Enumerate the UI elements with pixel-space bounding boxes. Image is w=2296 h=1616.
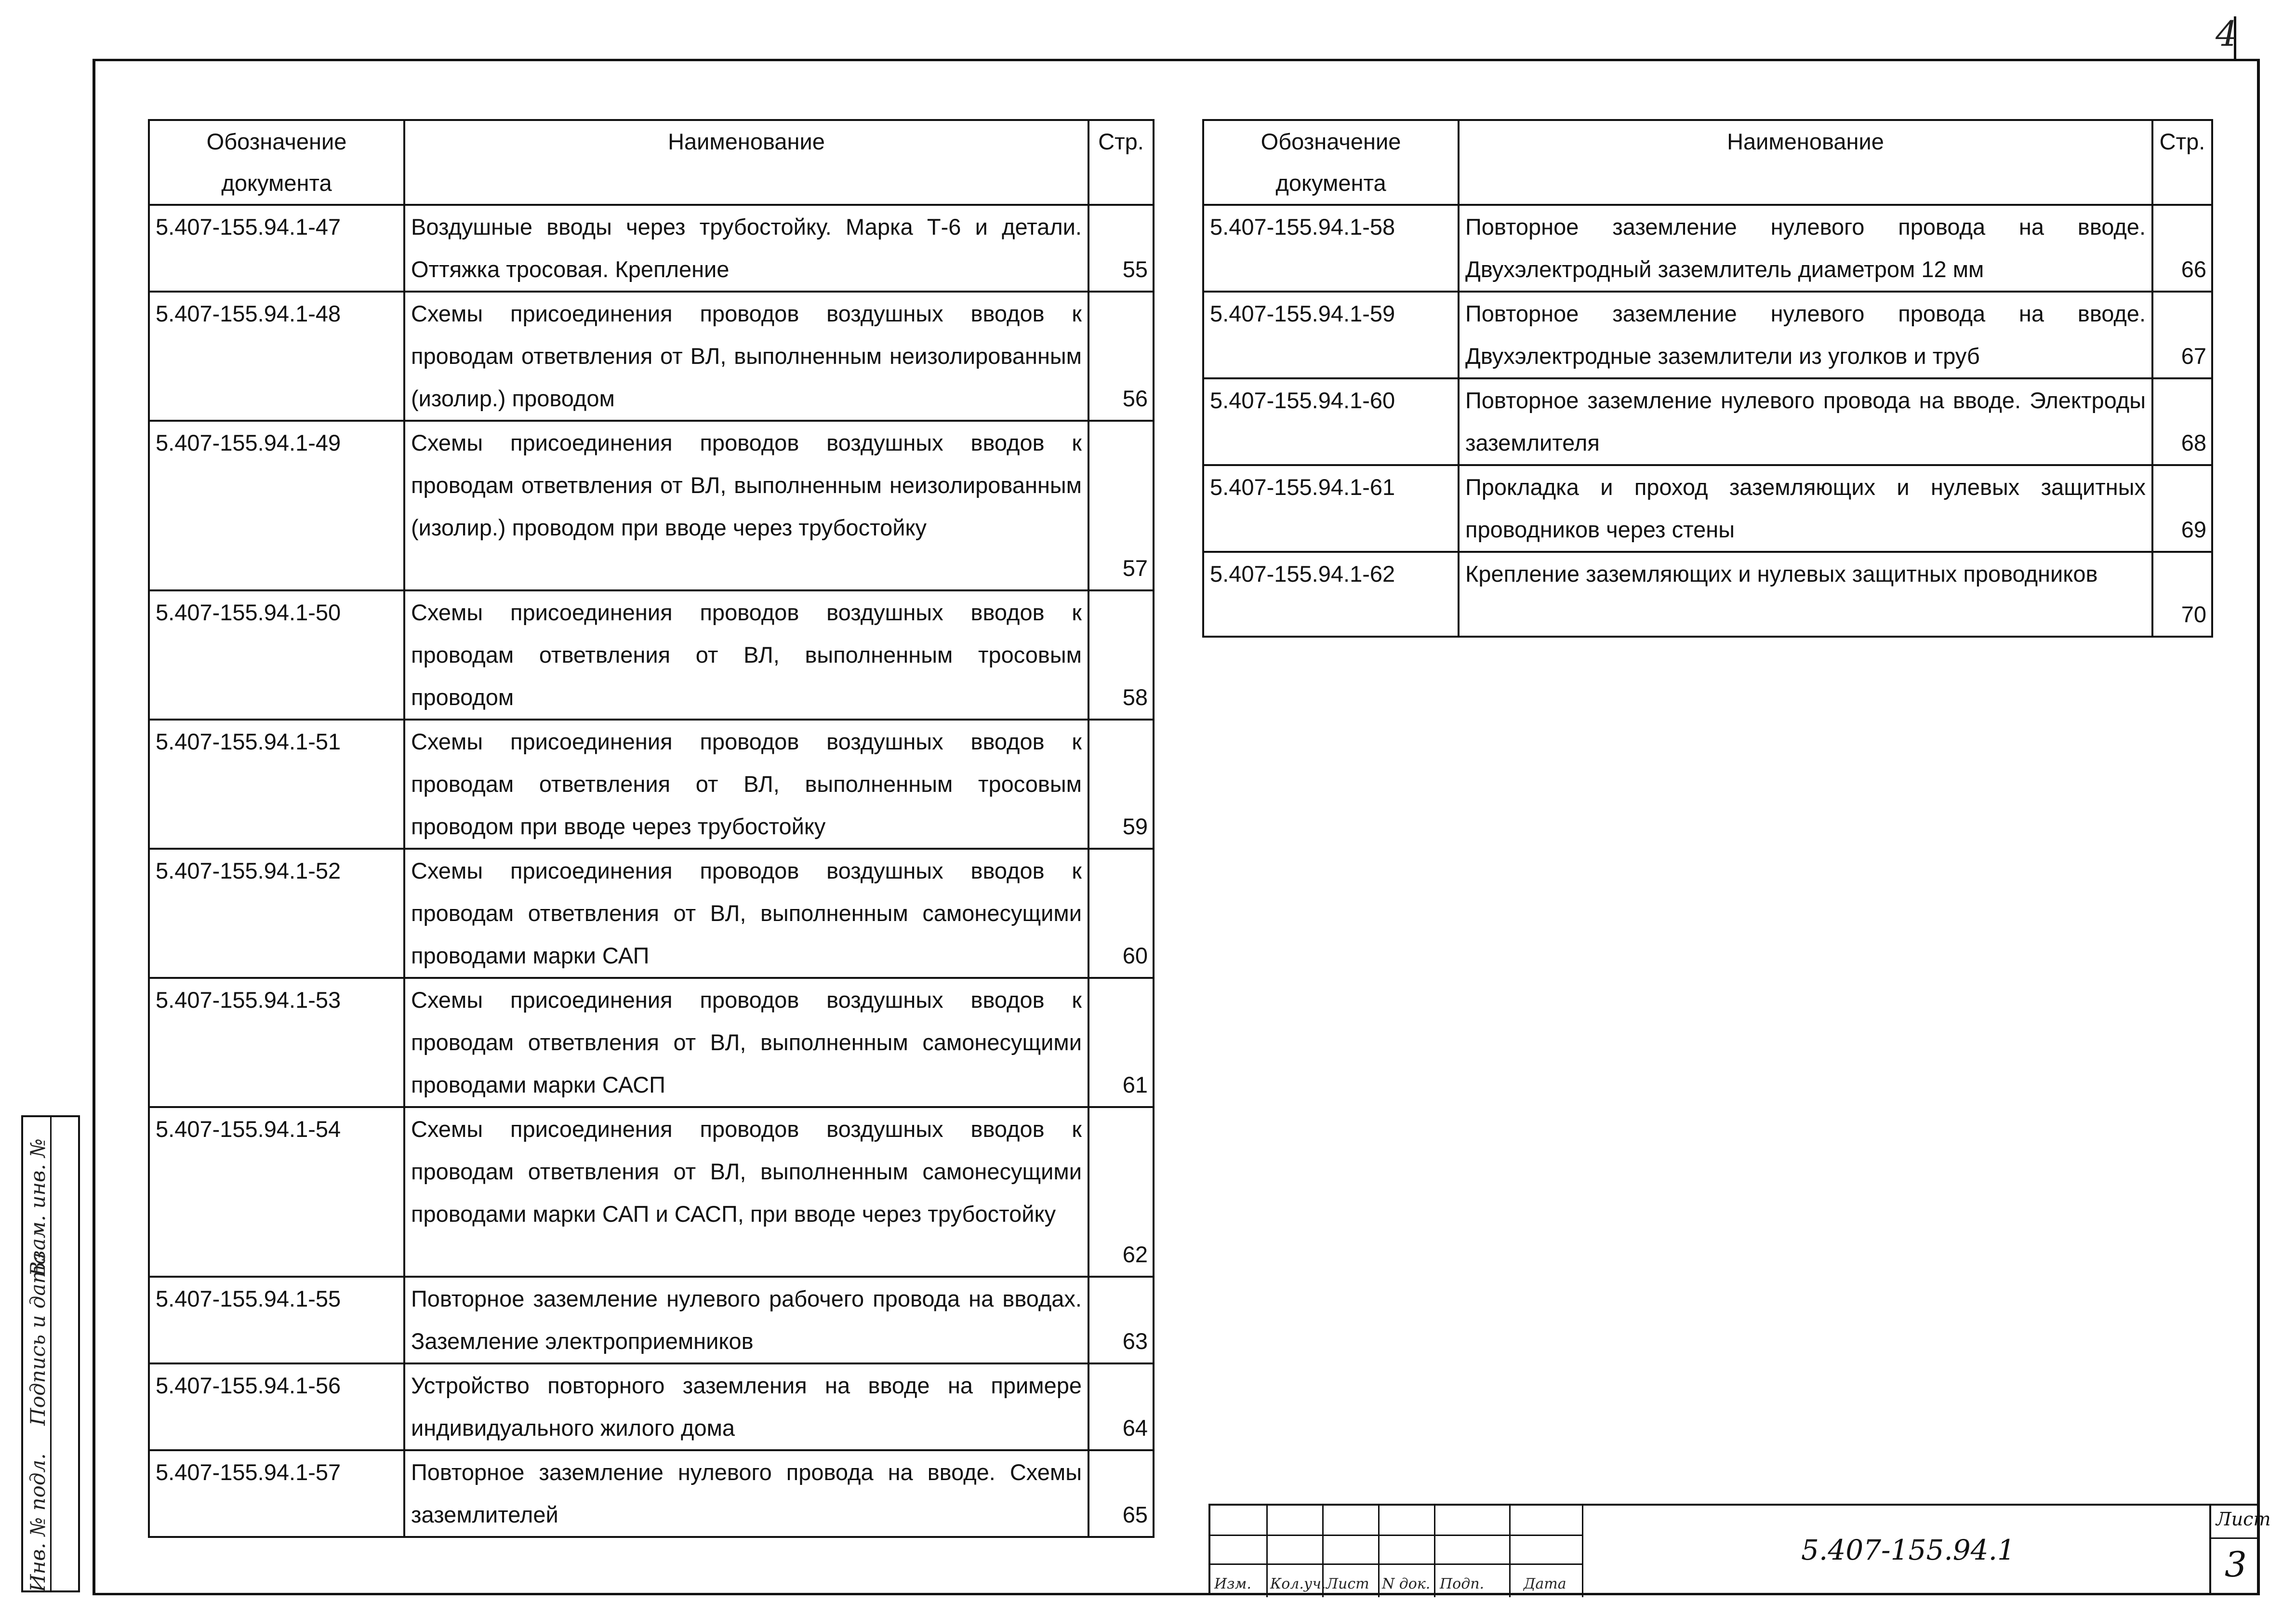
row-code: 5.407-155.94.1-52 [149,849,404,978]
row-code: 5.407-155.94.1-51 [149,720,404,849]
row-page: 68 [2152,378,2212,465]
row-code: 5.407-155.94.1-60 [1203,378,1459,465]
header-code: Обозначение документа [1203,120,1459,205]
row-code: 5.407-155.94.1-53 [149,978,404,1107]
row-page: 58 [1088,590,1154,720]
corner-page-mark: 4 [2216,13,2238,54]
table-row [149,849,1154,978]
table-row [149,1107,1154,1277]
row-name: Схемы присоединения проводов воздушных вводов к проводам ответвления от ВЛ, выполненным самонесущими проводами марки САСП [404,978,1088,1107]
contents-table-right [1202,119,2213,638]
row-code: 5.407-155.94.1-47 [149,205,404,292]
table-row [149,1450,1154,1537]
row-name: Повторное заземление нулевого рабочего провода на вводах. Заземление электроприемников [404,1277,1088,1363]
title-block [1208,1504,2271,1595]
row-name: Крепление заземляющих и нулевых защитных проводников [1459,552,2152,637]
row-name: Схемы присоединения проводов воздушных вводов к проводам ответвления от ВЛ, выполненным тросовым проводом [404,590,1088,720]
row-name: Повторное заземление нулевого провода на вводе. Двухэлектродные заземлители из уголков и труб [1459,292,2152,378]
header-page: Стр. [2152,120,2212,205]
row-page: 62 [1088,1107,1154,1277]
row-page: 65 [1088,1450,1154,1537]
row-name: Воздушные вводы через трубостойку. Марка Т-6 и детали. Оттяжка тросовая. Крепление [404,205,1088,292]
table-row [149,292,1154,421]
tb-header: Подп. [1440,1576,1485,1592]
header-name: Наименование [1459,120,2152,205]
row-page: 61 [1088,978,1154,1107]
contents-table-left [148,119,1155,1538]
row-name: Прокладка и проход заземляющих и нулевых защитных проводников через стены [1459,465,2152,552]
row-code: 5.407-155.94.1-55 [149,1277,404,1363]
row-code: 5.407-155.94.1-56 [149,1363,404,1450]
sheet-label: Лист [2216,1509,2271,1530]
row-page: 57 [1088,421,1154,590]
row-code: 5.407-155.94.1-48 [149,292,404,421]
header-code: Обозначение документа [149,120,404,205]
table-row [149,720,1154,849]
table-row [149,1277,1154,1363]
table-row [1203,205,2212,292]
tb-header: Дата [1524,1576,1566,1592]
row-code: 5.407-155.94.1-62 [1203,552,1459,637]
row-page: 60 [1088,849,1154,978]
row-name: Повторное заземление нулевого провода на вводе. Электроды заземлителя [1459,378,2152,465]
sheet-box [2209,1504,2271,1595]
table-row [149,590,1154,720]
tb-header: Кол.уч. [1270,1576,1326,1592]
header-page: Стр. [1088,120,1154,205]
tb-header: Лист [1326,1576,1369,1592]
table-row [1203,292,2212,378]
row-code: 5.407-155.94.1-50 [149,590,404,720]
table-row [1203,465,2212,552]
row-name: Схемы присоединения проводов воздушных вводов к проводам ответвления от ВЛ, выполненным неизолированным (изолир.) проводом [404,292,1088,421]
row-code: 5.407-155.94.1-61 [1203,465,1459,552]
stamp-label: Взам. инв. № [26,1138,50,1276]
row-name: Устройство повторного заземления на вводе на примере индивидуального жилого дома [404,1363,1088,1450]
row-name: Схемы присоединения проводов воздушных вводов к проводам ответвления от ВЛ, выполненным самонесущими проводами марки САП и САСП, при вводе через трубостойку [404,1107,1088,1277]
document-designation: 5.407-155.94.1 [1801,1534,2015,1566]
stamp-label: Инв. № подл. [26,1453,50,1592]
row-page: 70 [2152,552,2212,637]
row-code: 5.407-155.94.1-58 [1203,205,1459,292]
row-page: 67 [2152,292,2212,378]
row-name: Повторное заземление нулевого провода на вводе. Двухэлектродный заземлитель диаметром 12 мм [1459,205,2152,292]
row-page: 63 [1088,1277,1154,1363]
row-page: 55 [1088,205,1154,292]
row-code: 5.407-155.94.1-57 [149,1450,404,1537]
row-code: 5.407-155.94.1-49 [149,421,404,590]
title-block-grid [1208,1504,1581,1595]
table-row [1203,552,2212,637]
row-page: 64 [1088,1363,1154,1450]
header-name: Наименование [404,120,1088,205]
row-page: 66 [2152,205,2212,292]
row-code: 5.407-155.94.1-54 [149,1107,404,1277]
row-page: 56 [1088,292,1154,421]
table-row [149,421,1154,590]
row-name: Схемы присоединения проводов воздушных вводов к проводам ответвления от ВЛ, выполненным неизолированным (изолир.) проводом при вводе через трубостойку [404,421,1088,590]
side-stamp [21,1115,80,1592]
row-page: 59 [1088,720,1154,849]
sheet-number: 3 [2225,1544,2247,1585]
row-name: Повторное заземление нулевого провода на вводе. Схемы заземлителей [404,1450,1088,1537]
table-row [149,978,1154,1107]
table-row [149,1363,1154,1450]
row-name: Схемы присоединения проводов воздушных вводов к проводам ответвления от ВЛ, выполненным самонесущими проводами марки САП [404,849,1088,978]
row-code: 5.407-155.94.1-59 [1203,292,1459,378]
table-row [1203,378,2212,465]
row-page: 69 [2152,465,2212,552]
table-row [149,205,1154,292]
tb-header: Изм. [1214,1576,1251,1592]
tb-header: N док. [1382,1576,1431,1592]
row-name: Схемы присоединения проводов воздушных вводов к проводам ответвления от ВЛ, выполненным тросовым проводом при вводе через трубостойку [404,720,1088,849]
stamp-label: Подпись и дата [26,1252,50,1426]
